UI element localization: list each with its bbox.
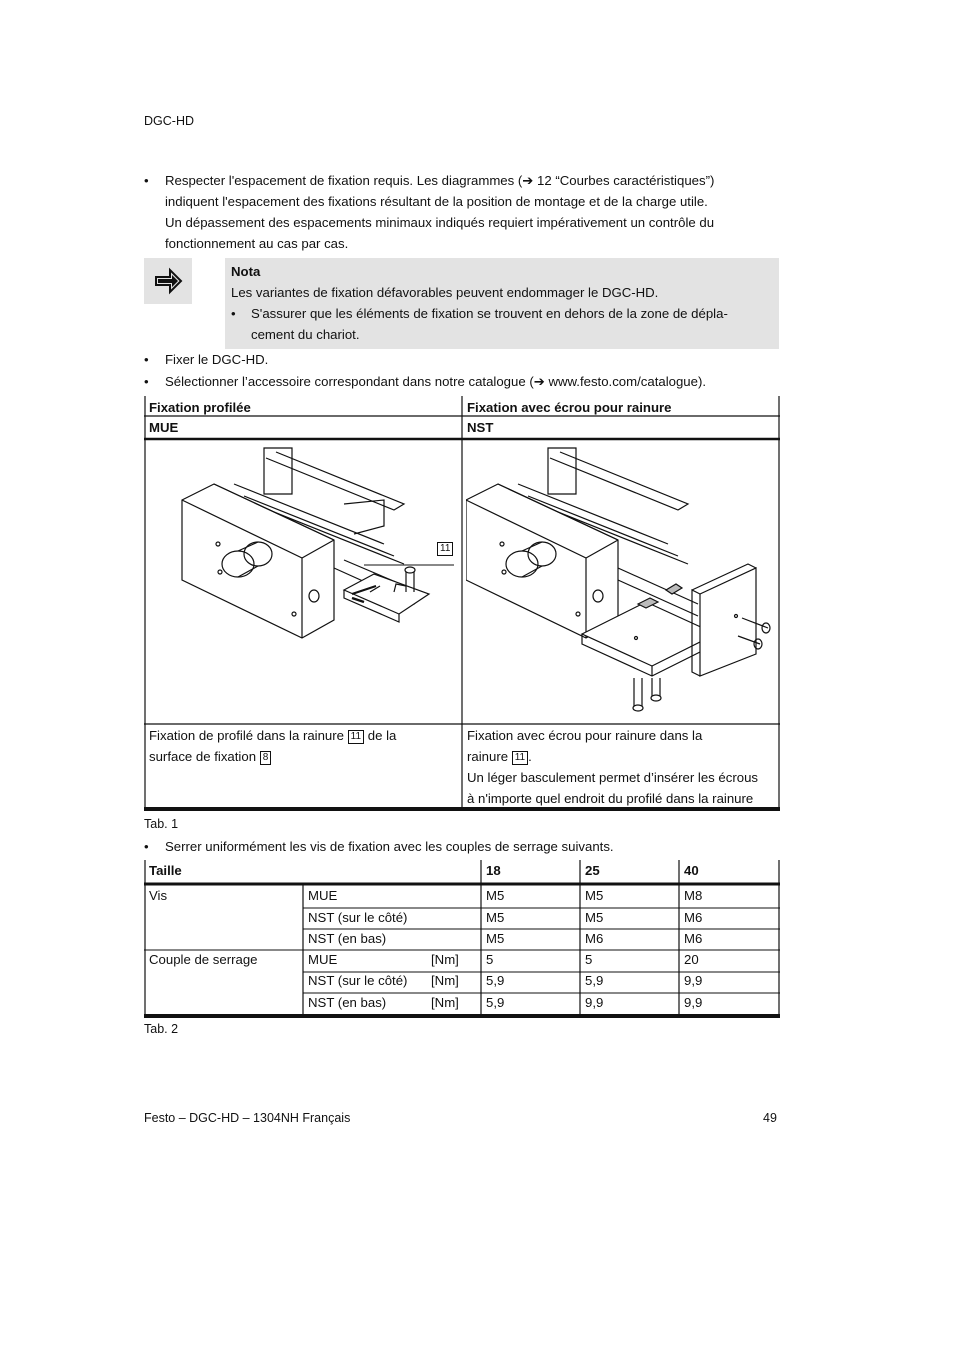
t2-row-type: MUE [308, 952, 338, 967]
t2-cell: 5 [585, 952, 593, 967]
bullet-catalogue [144, 371, 784, 392]
t2-cell: M6 [684, 910, 703, 925]
table-1-caption: Tab. 1 [144, 817, 179, 831]
t1-col1-desc [144, 724, 462, 768]
t2-unit: [Nm] [431, 995, 459, 1010]
t1-col1-desc-a: Fixation de profilé dans la rainure [149, 728, 344, 743]
bullet-catalogue-text: Sélectionner l’accessoire correspondant dans notre catalogue (➔ www.festo.com/catalogue). [165, 374, 707, 389]
bullet-dot: • [144, 173, 149, 188]
table-1 [144, 396, 780, 814]
document-header: DGC-HD [144, 114, 194, 128]
t2-group-vis: Vis [149, 888, 168, 903]
t1-col2-desc: Fixation avec écrou pour rainure dans la rainure 11 . Un léger basculement permet d’insérer les écrous à n'importe quel endroit du profilé dans la rainure [467, 728, 758, 806]
t2-cell: M5 [585, 888, 604, 903]
t1-col1-desc-c: surface de fixation [149, 749, 257, 764]
t2-cell: 5,9 [486, 973, 505, 988]
note-text: Les variantes de fixation défavorables peuvent endommager le DGC-HD. [231, 285, 659, 300]
t1-col1-header: Fixation profilée [149, 400, 251, 415]
t2-unit: [Nm] [431, 973, 459, 988]
t2-unit: [Nm] [431, 952, 459, 967]
t2-header-25: 25 [585, 863, 600, 878]
t2-cell: 5,9 [585, 973, 604, 988]
t2-row-type: NST (sur le côté) [308, 973, 408, 988]
t2-cell: 5,9 [486, 995, 505, 1010]
t2-cell: M6 [585, 931, 604, 946]
t1-col2-desc-d: à n'importe quel endroit du profilé dans la rainure [467, 791, 754, 806]
intro-bullet [144, 170, 784, 254]
nst-mounting-illustration [466, 444, 776, 719]
bullet-torque [144, 836, 784, 857]
intro-line-2: indiquent l'espacement des fixations résultant de la position de montage et de la charge utile. [165, 194, 708, 209]
t2-cell: 20 [684, 952, 699, 967]
note-bullet-line-1: S'assurer que les éléments de fixation se trouvent en dehors de la zone de dépla- [251, 306, 728, 321]
table-2 [144, 860, 780, 1020]
bullet-dot: • [144, 374, 149, 389]
t1-col1-desc-b: de la [367, 728, 397, 743]
t2-row-type: NST (en bas) [308, 931, 387, 946]
t1-col2-header: Fixation avec écrou pour rainure [467, 400, 672, 415]
intro-line-1: Respecter l'espacement de fixation requis. Les diagrammes (➔ 12 “Courbes caractéristiques”) [165, 173, 715, 188]
t2-cell: M5 [486, 888, 505, 903]
t2-row-type: MUE [308, 888, 338, 903]
t1-col1-code: MUE [149, 420, 179, 435]
t2-cell: 9,9 [684, 995, 703, 1010]
t2-row-type: NST (sur le côté) [308, 910, 408, 925]
t1-col2-desc-a: Fixation avec écrou pour rainure dans la [467, 728, 703, 743]
t2-cell: 5 [486, 952, 494, 967]
bullet-torque-text: Serrer uniformément les vis de fixation avec les couples de serrage suivants. [165, 839, 614, 854]
t2-header-18: 18 [486, 863, 501, 878]
t2-cell: M5 [585, 910, 604, 925]
footer-doc-info: Festo – DGC-HD – 1304NH Français [144, 1111, 351, 1125]
intro-line-3: Un dépassement des espacements minimaux indiqués requiert impérativement un contrôle du [165, 215, 715, 230]
t2-header-taille: Taille [149, 863, 182, 878]
table-2-caption: Tab. 2 [144, 1022, 179, 1036]
t1-col2-desc-b: rainure [467, 749, 509, 764]
bullet-dot: • [231, 306, 236, 321]
t2-cell: 9,9 [684, 973, 703, 988]
bullet-dot: • [144, 352, 149, 367]
t1-col2-desc-c: Un léger basculement permet d’insérer les écrous [467, 770, 758, 785]
bullet-fix [144, 349, 784, 370]
t2-cell: M5 [486, 931, 505, 946]
note-box [225, 258, 779, 349]
bullet-fix-text: Fixer le DGC-HD. [165, 352, 269, 367]
t2-cell: M8 [684, 888, 703, 903]
ref-11: 11 [348, 730, 364, 744]
t2-row-type: NST (en bas) [308, 995, 387, 1010]
ref-8: 8 [260, 751, 272, 765]
intro-line-4: fonctionnement au cas par cas. [165, 236, 349, 251]
bullet-dot: • [144, 839, 149, 854]
t1-col2-code: NST [467, 420, 494, 435]
t2-cell: M6 [684, 931, 703, 946]
t2-cell: M5 [486, 910, 505, 925]
note-arrow-icon [144, 258, 192, 304]
ref-11: 11 [512, 751, 528, 765]
t2-header-40: 40 [684, 863, 699, 878]
callout-11: 11 [437, 542, 453, 556]
t2-group-couple: Couple de serrage [149, 952, 258, 967]
note-bullet-line-2: cement du chariot. [251, 327, 360, 342]
note-bullet [231, 303, 773, 345]
t2-cell: 9,9 [585, 995, 604, 1010]
note-title: Nota [231, 264, 261, 279]
page-number: 49 [763, 1111, 777, 1125]
